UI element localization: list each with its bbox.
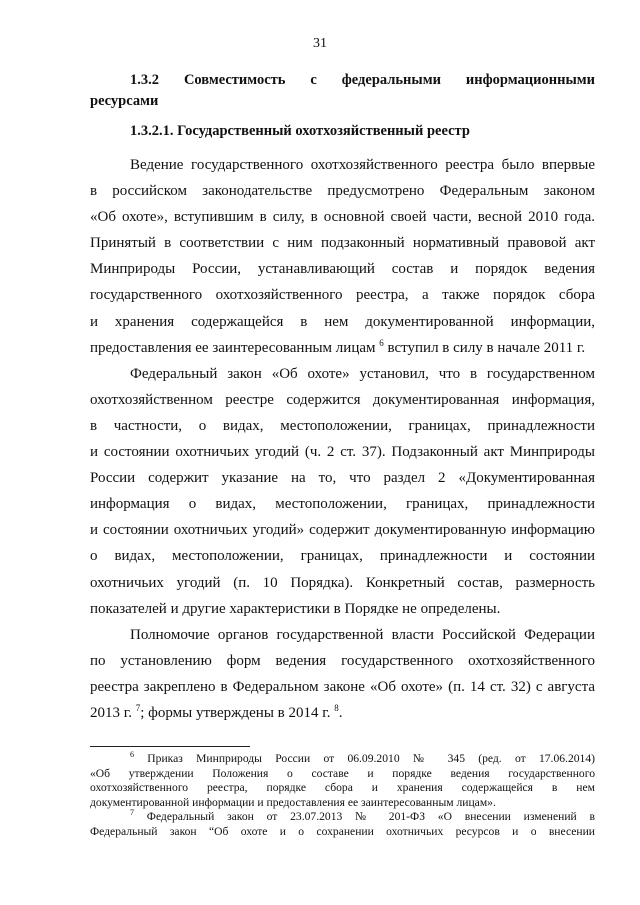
paragraph-line: Ведение государственного охотхозяйственного реестра было впервые	[130, 157, 595, 173]
paragraph-3	[90, 622, 595, 726]
paragraph-line: Принятый в соответствии с ним подзаконный нормативный правовой акт	[90, 235, 595, 252]
page-number: 31	[313, 36, 327, 51]
paragraph-line: и хранения содержащейся в нем документированной информации,	[90, 313, 595, 330]
paragraph-line: и состоянии охотничьих угодий» содержит документированную информацию	[90, 522, 595, 539]
paragraph-line: Федеральный закон «Об охоте» установил, что в государственном	[130, 365, 595, 382]
footnote-line	[90, 810, 595, 825]
paragraph-line: Минприроды России, устанавливающий состав и порядок ведения	[90, 261, 595, 278]
footnote-marker: 7	[130, 808, 134, 818]
footnote-line: документированной информации и предоставления ее заинтересованным лицам».	[90, 795, 496, 809]
paragraph-line: и состоянии охотничьих угодий (ч. 2 ст. 37). Подзаконный акт Минприроды	[90, 444, 595, 461]
section-heading-1-3-2-1: 1.3.2.1. Государственный охотхозяйственный реестр	[130, 123, 470, 139]
paragraph-2	[90, 361, 595, 622]
paragraph-line: «Об охоте», вступившим в силу, в основной своей части, весной 2010 года.	[90, 209, 595, 226]
paragraph-line: охотхозяйственном реестре содержится документированная информация,	[90, 391, 595, 408]
paragraph-last-line	[90, 335, 595, 361]
paragraph-last-line	[90, 700, 595, 726]
heading-line-1: 1.3.2 Совместимость с федеральными информационными	[130, 72, 595, 88]
footnote-text: Федеральный закон от 23.07.2013 № 201-ФЗ «О внесении изменений в	[134, 810, 595, 824]
paragraph-1	[90, 152, 595, 361]
paragraph-line: государственного охотхозяйственного реестра, а также порядок сбора	[90, 287, 595, 304]
paragraph-line: информация о видах, местоположении, границах, принадлежности	[90, 496, 595, 513]
paragraph-line: России содержит указание на то, что раздел 2 «Документированная	[90, 470, 595, 487]
paragraph-line: реестра закреплено в Федеральном законе «Об охоте» (п. 14 ст. 32) с августа	[90, 678, 595, 695]
footnote-separator	[90, 746, 250, 747]
section-heading-1-3-2	[90, 70, 595, 112]
paragraph-line: охотничьих угодий (п. 10 Порядка). Конкретный состав, размерность	[90, 574, 595, 591]
footnotes	[90, 752, 595, 840]
footnote-line: «Об утверждении Положения о составе и порядке ведения государственного	[90, 766, 595, 780]
paragraph-line: в российском законодательстве предусмотрено Федеральным законом	[90, 183, 595, 200]
footnote-text: Приказ Минприроды России от 06.09.2010 № 345 (ред. от 17.06.2014)	[134, 752, 595, 765]
footnote-7	[90, 810, 595, 839]
heading-line-2: ресурсами	[90, 93, 159, 109]
paragraph-line: по установлению форм ведения государственного охотхозяйственного	[90, 652, 595, 669]
paragraph-text: ; формы утверждены в 2014 г.	[140, 704, 335, 721]
footnote-6	[90, 752, 595, 810]
paragraph-text: предоставления ее заинтересованным лицам	[90, 339, 376, 356]
paragraph-last-line: показателей и другие характеристики в Порядке не определены.	[90, 600, 501, 617]
paragraph-text: .	[338, 704, 343, 721]
paragraph-text: вступил в силу в начале 2011 г.	[383, 339, 586, 356]
footnote-line: Федеральный закон “Об охоте и о сохранении охотничьих ресурсов и о внесении	[90, 824, 595, 838]
body-text	[90, 152, 595, 726]
footnote-line	[90, 752, 595, 767]
footnote-ref-8[interactable]: 8	[334, 702, 339, 713]
footnote-ref-7[interactable]: 7	[135, 702, 141, 713]
footnote-ref-6[interactable]: 6	[379, 337, 384, 348]
paragraph-line: о видах, местоположении, границах, принадлежности и состоянии	[90, 548, 595, 565]
paragraph-text: 2013 г.	[90, 704, 136, 721]
paragraph-line: в частности, о видах, местоположении, границах, принадлежности	[90, 417, 595, 434]
paragraph-line: Полномочие органов государственной власти Российской Федерации	[130, 626, 595, 643]
footnote-marker: 6	[130, 750, 134, 760]
footnote-line: охотхозяйственного реестра, порядке сбора и хранения содержащейся в нем	[90, 781, 595, 795]
